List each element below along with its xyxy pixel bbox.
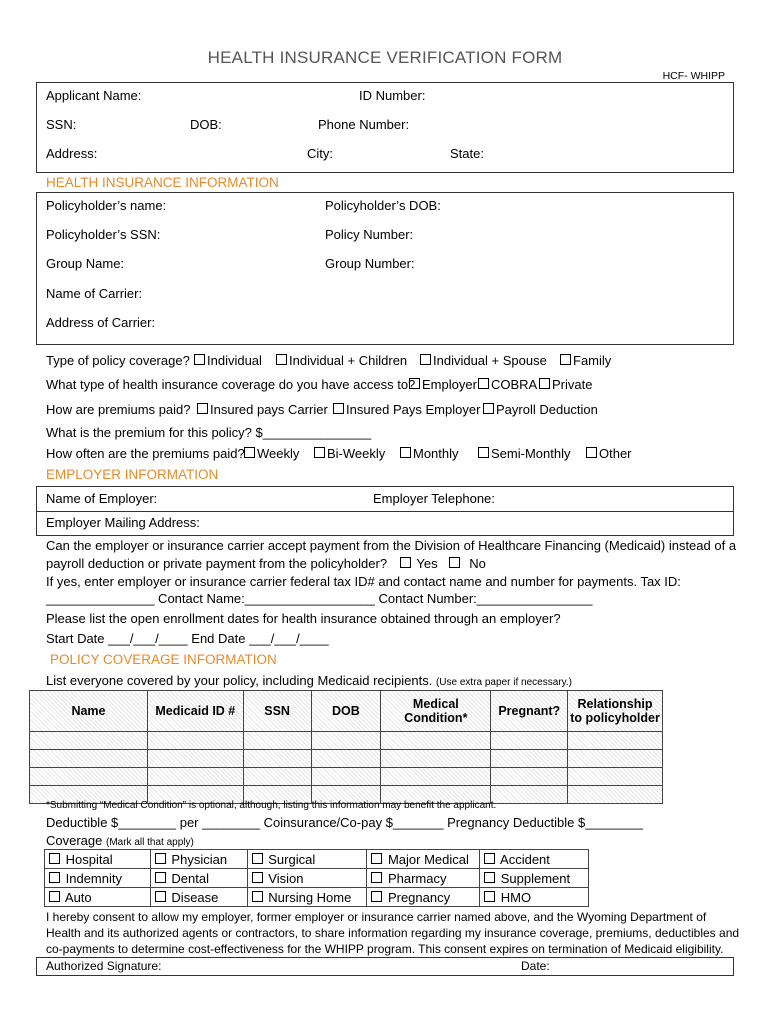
checkbox-physician[interactable]: Physician [150, 850, 247, 869]
checkbox-icon [371, 891, 382, 902]
checkbox-accident[interactable]: Accident [480, 850, 589, 869]
checkbox-icon [49, 853, 60, 864]
checkbox-icon [333, 403, 344, 414]
table-row [45, 869, 589, 888]
checkbox-surgical[interactable]: Surgical [247, 850, 367, 869]
tax-id-contact-fields[interactable]: _______________ Contact Name:__________________ Contact Number:________________ [46, 591, 593, 606]
state-field[interactable]: State: [450, 146, 484, 161]
col-dob: DOB [311, 691, 381, 732]
checkbox-major-medical[interactable]: Major Medical [367, 850, 480, 869]
checkbox-semi-monthly[interactable]: Semi-Monthly [478, 446, 570, 461]
city-field[interactable]: City: [307, 146, 333, 161]
checkbox-hospital[interactable]: Hospital [45, 850, 151, 869]
medicaid-question-line1: Can the employer or insurance carrier accept payment from the Division of Healthcare Financing (Medicaid) instead of a [46, 538, 737, 553]
policy-number-field[interactable]: Policy Number: [325, 227, 414, 242]
premium-paid-question: How are premiums paid? [46, 402, 191, 417]
carrier-name-field[interactable]: Name of Carrier: [46, 286, 143, 301]
checkbox-auto[interactable]: Auto [45, 888, 151, 907]
applicant-name-field[interactable]: Applicant Name: [46, 88, 142, 103]
checkbox-icon [252, 891, 263, 902]
checkbox-icon [560, 354, 571, 365]
checkbox-icon [586, 447, 597, 458]
coverage-types-table [44, 849, 589, 907]
checkbox-icon [539, 378, 550, 389]
checkbox-icon [371, 872, 382, 883]
checkbox-individual[interactable]: Individual [194, 353, 262, 368]
col-relationship: Relationship to policyholder [568, 691, 663, 732]
table-row [30, 732, 663, 750]
policyholder-name-field[interactable]: Policyholder’s name: [46, 198, 167, 213]
checkbox-icon [420, 354, 431, 365]
checkbox-insured-pays-employer[interactable]: Insured Pays Employer [333, 402, 480, 417]
access-question: What type of health insurance coverage do you have access to? [46, 377, 416, 392]
checkbox-dental[interactable]: Dental [150, 869, 247, 888]
checkbox-individual-children[interactable]: Individual + Children [276, 353, 407, 368]
col-name: Name [30, 691, 148, 732]
checkbox-payroll-deduction[interactable]: Payroll Deduction [483, 402, 598, 417]
employer-heading: EMPLOYER INFORMATION [46, 467, 219, 482]
coverage-label-note: (Mark all that apply) [106, 837, 194, 848]
date-field[interactable]: Date: [521, 959, 550, 973]
checkbox-insured-pays-carrier[interactable]: Insured pays Carrier [197, 402, 328, 417]
checkbox-icon [483, 403, 494, 414]
authorized-signature-field[interactable]: Authorized Signature: [46, 959, 162, 973]
checkbox-icon [194, 354, 205, 365]
col-medicaid-id: Medicaid ID # [147, 691, 243, 732]
checkbox-icon [155, 891, 166, 902]
checkbox-yes[interactable]: Yes [400, 556, 438, 571]
checkbox-nursing-home[interactable]: Nursing Home [247, 888, 367, 907]
checkbox-icon [276, 354, 287, 365]
phone-number-field[interactable]: Phone Number: [318, 117, 410, 132]
checkbox-disease[interactable]: Disease [150, 888, 247, 907]
checkbox-icon [484, 853, 495, 864]
col-medical-condition: Medical Condition* [381, 691, 491, 732]
covered-persons-table [29, 690, 663, 804]
dob-field[interactable]: DOB: [190, 117, 222, 132]
employer-divider [36, 511, 734, 512]
checkbox-icon [371, 853, 382, 864]
checkbox-icon [409, 378, 420, 389]
checkbox-icon [400, 447, 411, 458]
checkbox-individual-spouse[interactable]: Individual + Spouse [420, 353, 547, 368]
employer-mailing-field[interactable]: Employer Mailing Address: [46, 515, 200, 530]
checkbox-pregnancy[interactable]: Pregnancy [367, 888, 480, 907]
checkbox-hmo[interactable]: HMO [480, 888, 589, 907]
checkbox-icon [244, 447, 255, 458]
checkbox-icon [449, 557, 460, 568]
group-name-field[interactable]: Group Name: [46, 256, 125, 271]
checkbox-icon [252, 853, 263, 864]
checkbox-icon [252, 872, 263, 883]
enrollment-dates-field[interactable]: Start Date ___/___/____ End Date ___/___/____ [46, 631, 329, 646]
id-number-field[interactable]: ID Number: [359, 88, 426, 103]
checkbox-monthly[interactable]: Monthly [400, 446, 459, 461]
premium-amount-field[interactable]: What is the premium for this policy? $_______________ [46, 425, 372, 440]
medical-condition-footnote: *Submitting “Medical Condition” is optional, although, listing this information may benefit the applicant. [46, 800, 497, 811]
policyholder-ssn-field[interactable]: Policyholder’s SSN: [46, 227, 161, 242]
checkbox-indemnity[interactable]: Indemnity [45, 869, 151, 888]
col-pregnant: Pregnant? [491, 691, 568, 732]
checkbox-icon [197, 403, 208, 414]
table-row [45, 888, 589, 907]
table-row [45, 850, 589, 869]
col-ssn: SSN [243, 691, 311, 732]
checkbox-vision[interactable]: Vision [247, 869, 367, 888]
checkbox-icon [484, 891, 495, 902]
checkbox-pharmacy[interactable]: Pharmacy [367, 869, 480, 888]
checkbox-icon [155, 853, 166, 864]
checkbox-bi-weekly[interactable]: Bi-Weekly [314, 446, 385, 461]
frequency-question: How often are the premiums paid? [46, 446, 245, 461]
policy-coverage-heading: POLICY COVERAGE INFORMATION [50, 652, 277, 667]
table-row [30, 750, 663, 768]
checkbox-icon [49, 872, 60, 883]
enrollment-question: Please list the open enrollment dates for health insurance obtained through an employer? [46, 611, 561, 626]
tax-id-instruction: If yes, enter employer or insurance carrier federal tax ID# and contact name and number for payments. Tax ID: [46, 574, 681, 589]
checkbox-icon [49, 891, 60, 902]
coverage-label: Coverage (Mark all that apply) [46, 833, 194, 848]
checkbox-cobra[interactable]: COBRA [478, 377, 537, 392]
deductible-fields[interactable]: Deductible $________ per ________ Coinsurance/Co-pay $_______ Pregnancy Deductible $________ [46, 815, 644, 830]
checkbox-supplement[interactable]: Supplement [480, 869, 589, 888]
table-row [30, 768, 663, 786]
checkbox-weekly[interactable]: Weekly [244, 446, 299, 461]
checkbox-icon [155, 872, 166, 883]
checkbox-icon [478, 378, 489, 389]
checkbox-family[interactable]: Family [560, 353, 611, 368]
form-code: HCF- WHIPP [662, 70, 725, 82]
coverage-type-question: Type of policy coverage? [46, 353, 190, 368]
checkbox-icon [484, 872, 495, 883]
consent-line1: I hereby consent to allow my employer, former employer or insurance carrier named above, and the Wyoming Department of [46, 910, 707, 924]
employer-telephone-field[interactable]: Employer Telephone: [373, 491, 495, 506]
address-field[interactable]: Address: [46, 146, 98, 161]
health-insurance-heading: HEALTH INSURANCE INFORMATION [46, 175, 279, 190]
checkbox-icon [400, 557, 411, 568]
medicaid-question-line2: payroll deduction or private payment from the policyholder? [46, 556, 388, 571]
checkbox-employer[interactable]: Employer [409, 377, 477, 392]
checkbox-icon [314, 447, 325, 458]
checkbox-icon [478, 447, 489, 458]
checkbox-other[interactable]: Other [586, 446, 632, 461]
consent-line3: co-payments to determine cost-effectiveness for the WHIPP program. This consent expires on termination of Medicaid eligibility. [46, 942, 724, 956]
employer-name-field[interactable]: Name of Employer: [46, 491, 158, 506]
coverage-instruction-note: (Use extra paper if necessary.) [435, 677, 572, 688]
group-number-field[interactable]: Group Number: [325, 256, 415, 271]
carrier-address-field[interactable]: Address of Carrier: [46, 315, 156, 330]
table-header-row [30, 691, 663, 732]
coverage-instruction: List everyone covered by your policy, including Medicaid recipients. (Use extra paper if necessary.) [46, 673, 572, 688]
policyholder-dob-field[interactable]: Policyholder’s DOB: [325, 198, 441, 213]
form-title: HEALTH INSURANCE VERIFICATION FORM [207, 48, 563, 67]
checkbox-private[interactable]: Private [539, 377, 592, 392]
ssn-field[interactable]: SSN: [46, 117, 77, 132]
checkbox-no[interactable]: No [449, 556, 486, 571]
consent-line2: Health and its authorized agents or contractors, to share information regarding my insurance coverage, premiums, deductibles and [46, 926, 740, 940]
